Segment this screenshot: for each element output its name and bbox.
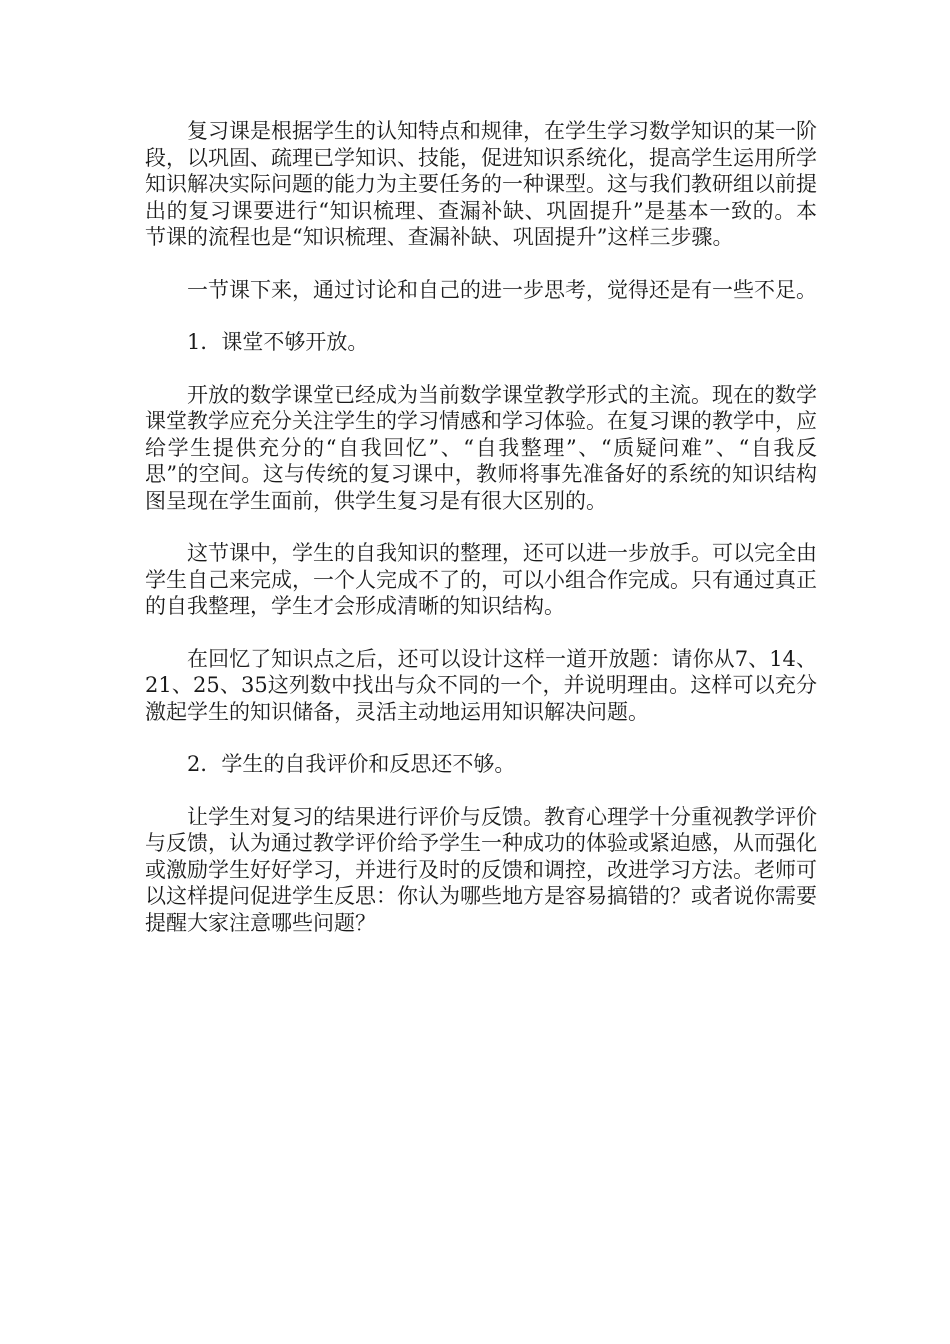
document-page (145, 118, 817, 962)
heading-point-1: 1．课堂不够开放。 (187, 330, 369, 354)
paragraph-self-organize: 这节课中，学生的自我知识的整理，还可以进一步放手。可以完全由学生自己来完成，一个人完成不了的，可以小组合作完成。只有通过真正的自我整理，学生才会形成清晰的知识结构。 (145, 541, 817, 618)
paragraph-intro: 复习课是根据学生的认知特点和规律，在学生学习数学知识的某一阶段，以巩固、疏理已学知识、技能，促进知识系统化，提高学生运用所学知识解决实际问题的能力为主要任务的一种课型。这与我们教研组以前提出的复习课要进行“知识梳理、查漏补缺、巩固提升”是基本一致的。本节课的流程也是“知识梳理、查漏补缺、巩固提升”这样三步骤。 (145, 119, 817, 249)
paragraph-evaluation: 让学生对复习的结果进行评价与反馈。教育心理学十分重视教学评价与反馈，认为通过教学评价给予学生一种成功的体验或紧迫感，从而强化或激励学生好好学习，并进行及时的反馈和调控，改进学习方法。老师可以这样提问促进学生反思：你认为哪些地方是容易搞错的？或者说你需要提醒大家注意哪些问题？ (145, 804, 817, 935)
paragraph-open-classroom: 开放的数学课堂已经成为当前数学课堂教学形式的主流。现在的数学课堂教学应充分关注学生的学习情感和学习体验。在复习课的教学中，应给学生提供充分的“自我回忆”、“自我整理”、“质疑问难”、“自我反思”的空间。这与传统的复习课中，教师将事先准备好的系统的知识结构图呈现在学生面前，供学生复习是有很大区别的。 (145, 382, 817, 513)
heading-point-2: 2．学生的自我评价和反思还不够。 (187, 752, 516, 776)
paragraph-open-question: 在回忆了知识点之后，还可以设计这样一道开放题：请你从7、14、21、25、35这列数中找出与众不同的一个，并说明理由。这样可以充分激起学生的知识储备，灵活主动地运用知识解决问题。 (145, 646, 817, 724)
paragraph-summary: 一节课下来，通过讨论和自己的进一步思考，觉得还是有一些不足。 (187, 277, 817, 302)
